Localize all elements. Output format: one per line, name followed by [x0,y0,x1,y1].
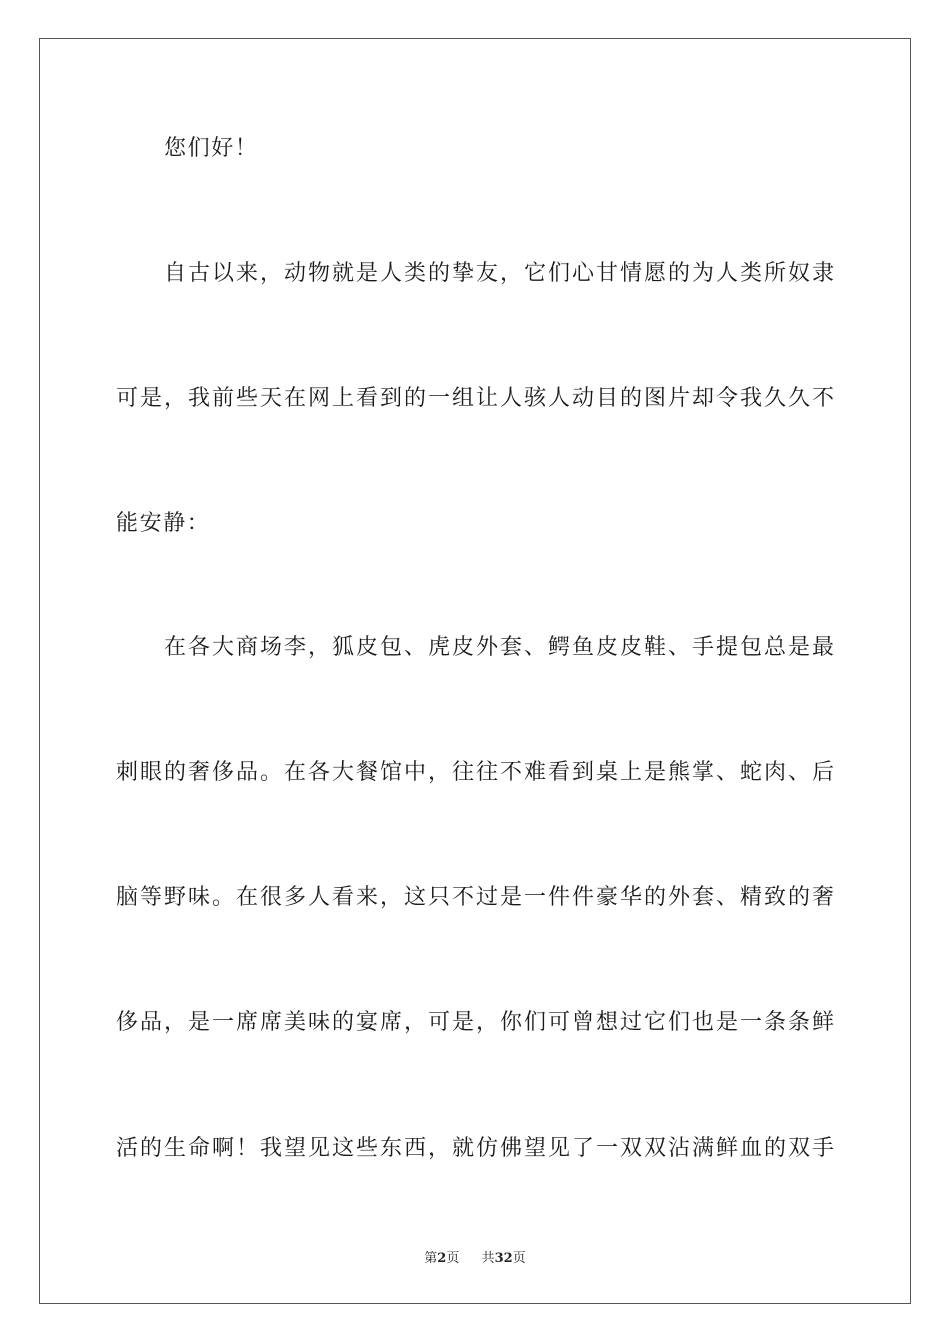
page-frame [39,38,911,1304]
paragraph-line: 自古以来，动物就是人类的挚友，它们心甘情愿的为人类所奴隶 [164,261,834,286]
paragraph-line: 在各大商场李，狐皮包、虎皮外套、鳄鱼皮皮鞋、手提包总是最 [164,635,834,660]
greeting-line: 您们好！ [164,136,259,161]
paragraph-line: 刺眼的奢侈品。在各大餐馆中，往往不难看到桌上是熊掌、蛇肉、后 [116,760,834,785]
paragraph-line: 可是，我前些天在网上看到的一组让人骇人动目的图片却令我久久不 [116,386,834,411]
paragraph-line: 脑等野味。在很多人看来，这只不过是一件件豪华的外套、精致的奢 [116,885,834,910]
paragraph-line: 能安静： [116,511,211,536]
page-number: 第2页 [424,1251,460,1266]
paragraph-line: 侈品，是一席席美味的宴席，可是，你们可曾想过它们也是一条条鲜 [116,1010,834,1035]
paragraph-line: 活的生命啊！我望见这些东西，就仿佛望见了一双双沾满鲜血的双手 [116,1136,834,1161]
page-footer [0,1247,950,1266]
page-total: 共32页 [481,1251,526,1266]
